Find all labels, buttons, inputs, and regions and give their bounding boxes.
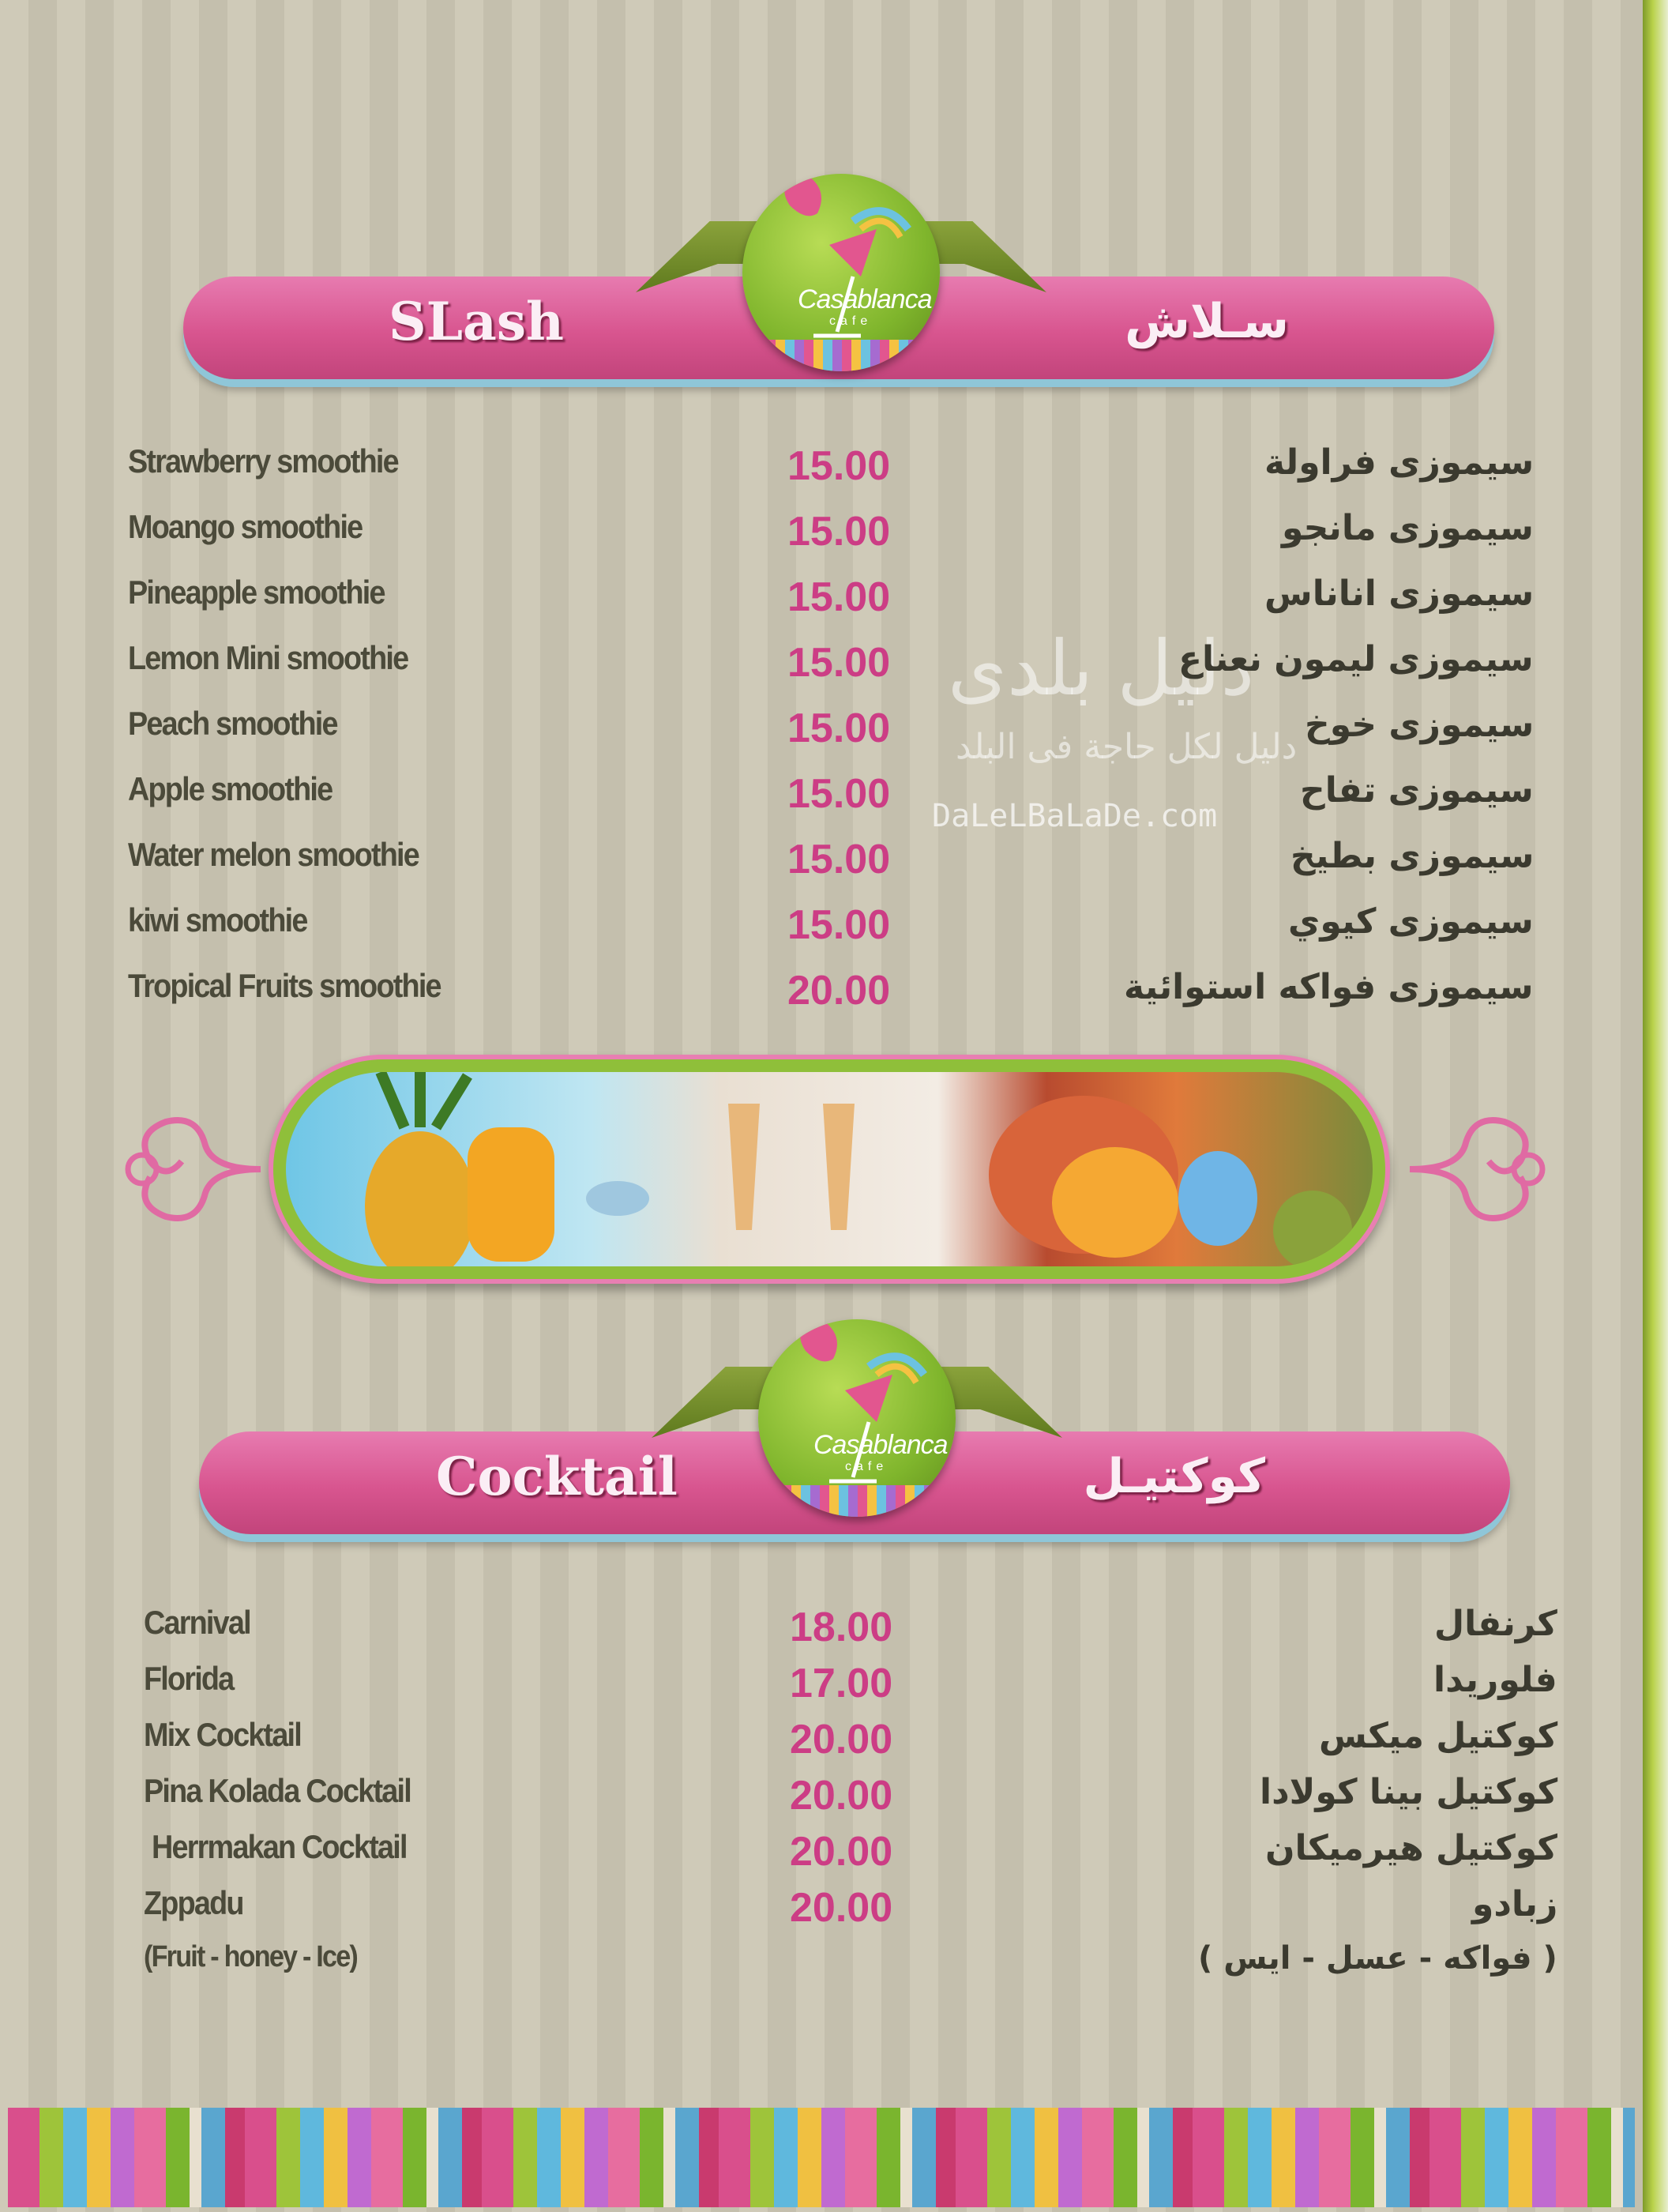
logo-sub: cafe [845,1460,888,1473]
logo-badge [742,174,940,371]
item-name-en: Zppadu [144,1884,243,1921]
cocktail-list [144,1604,1557,1999]
item-name-en: Pina Kolada Cocktail [144,1772,411,1809]
item-name-en: Apple smoothie [128,770,332,807]
item-name-en: Lemon Mini smoothie [128,639,408,676]
item-price: 18.00 [790,1604,893,1650]
logo-sub: cafe [829,314,873,328]
item-price: 15.00 [787,837,891,882]
item-price: 15.00 [787,771,891,817]
item-name-ar: سيموزى خوخ [1305,705,1535,745]
item-name-ar: فلوريدا [1433,1660,1557,1700]
logo-name: Casablanca [813,1430,948,1460]
item-name-en: Moango smoothie [128,508,363,545]
item-name-en: kiwi smoothie [128,901,307,939]
item-price: 20.00 [790,1717,893,1762]
logo-badge [758,1319,956,1517]
drinks-photo [286,1072,1373,1266]
item-name-en: Pineapple smoothie [128,574,385,611]
item-price: 20.00 [787,968,891,1014]
slash-title-ar: سـلاش [1125,294,1289,349]
item-name-ar: سيموزى كيوي [1288,901,1534,942]
item-name-en: Water melon smoothie [128,836,419,873]
item-price: 20.00 [790,1885,893,1931]
watermark-tagline: دليل لكل حاجة فى البلد [956,727,1298,767]
slash-title-en: SLash [389,291,564,352]
logo-name: Casablanca [798,284,932,314]
item-name-ar: كوكتيل ميكس [1319,1716,1558,1756]
item-name-en: Herrmakan Cocktail [152,1828,407,1865]
page-edge [1643,0,1668,2212]
watermark-title: دليل بلدى [948,624,1255,713]
item-price: 15.00 [787,705,891,751]
swirl-right-ornament [1402,1098,1552,1240]
logo-stripes [766,340,916,371]
swirl-left-ornament [118,1098,269,1240]
drinks-illustration [286,1072,1373,1266]
item-name-ar: سيموزى ليمون نعناع [1178,639,1534,679]
item-price: 15.00 [787,574,891,620]
item-price: 20.00 [790,1773,893,1819]
item-price: 17.00 [790,1661,893,1706]
drinks-photo-banner [269,1055,1390,1284]
item-name-ar: كوكتيل بينا كولادا [1260,1772,1558,1812]
item-name-en: Mix Cocktail [144,1716,301,1753]
item-price: 15.00 [787,640,891,686]
item-name-ar: ( فواكه - عسل - ايس ) [1198,1940,1557,1977]
casablanca-logo [742,1304,971,1509]
item-price: 15.00 [787,902,891,948]
item-name-ar: سيموزى فواكه استوائية [1124,967,1534,1007]
bottom-stripe-border [8,2108,1635,2207]
casablanca-logo [727,158,956,363]
item-name-ar: سيموزى اناناس [1264,574,1535,614]
item-price: 20.00 [790,1829,893,1875]
slash-list [128,442,1535,1014]
item-name-ar: سيموزى بطيخ [1290,836,1535,876]
item-price: 15.00 [787,509,891,555]
item-name-en: Florida [144,1660,234,1697]
item-name-en: (Fruit - honey - Ice) [144,1940,357,1973]
logo-stripes [782,1485,932,1517]
item-name-en: Strawberry smoothie [128,442,398,480]
item-name-ar: سيموزى فراولة [1264,442,1535,483]
watermark-url: DaLeLBaLaDe.com [932,798,1218,834]
item-name-en: Tropical Fruits smoothie [128,967,441,1004]
item-name-ar: كوكتيل هيرميكان [1265,1828,1557,1868]
item-name-ar: سيموزى تفاح [1300,770,1534,811]
item-price: 15.00 [787,443,891,489]
cocktail-title-ar: كوكتيـل [1083,1449,1265,1504]
cocktail-title-en: Cocktail [436,1446,678,1507]
item-name-ar: كرنفال [1434,1604,1557,1644]
item-name-en: Peach smoothie [128,705,337,742]
item-name-ar: سيموزى مانجو [1282,508,1534,548]
item-name-ar: زبادو [1472,1884,1558,1924]
item-name-en: Carnival [144,1604,250,1641]
